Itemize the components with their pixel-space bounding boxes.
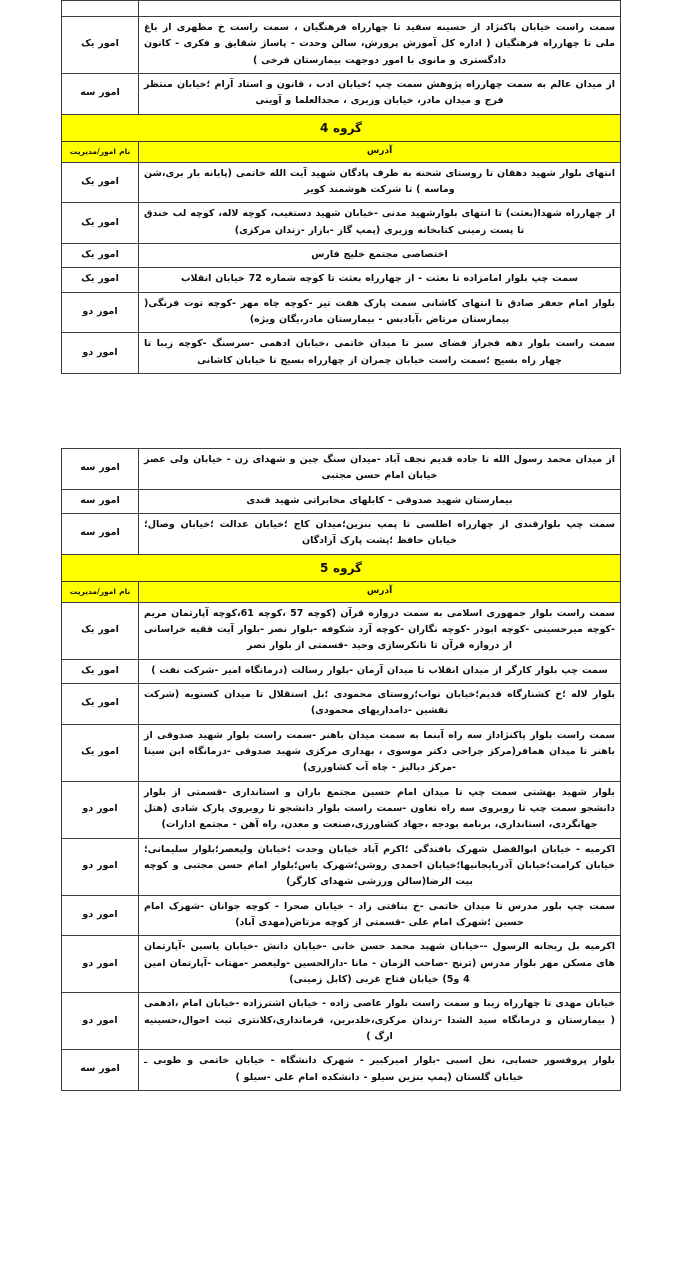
- address-cell: اکرمیه - خیابان ابوالفضل شهرک بافندگی ؛اکرم آباد خیابان وحدت ؛خیابان ولیعصر؛بلوار سلیمانی؛ خیابان کرامت؛خیابان آذربایجانیها؛خیابان احمدی روشن؛شهرک یاس؛بلوار امام حسن مجتبی و کوچه بیت الرضا(سالن ورزشی شهدای کارگر): [139, 838, 621, 895]
- address-cell: از میدان عالم به سمت چهارراه پژوهش سمت چپ ؛خیابان ادب ، قانون و استاد آرام ؛خیابان منتظر فرج و میدان مادر، خیابان وزیری ، مجدالعلما و آوینی: [139, 73, 621, 114]
- address-cell: خیابان مهدی تا چهارراه زیبا و سمت راست بلوار عاصی زاده - خیابان اشترزاده -خیابان امام ،ادهمی ( بیمارستان و درمانگاه سید الشدا -زندان مرکزی،خلدبرین، فرمانداری،کلانتری ثبت احوال،حسینیه ارگ ): [139, 993, 621, 1050]
- address-cell: سمت چپ بلوار کارگر از میدان انقلاب تا میدان آرمان -بلوار رسالت (درمانگاه امیر -شرکت نفت ): [139, 659, 621, 683]
- dept-cell: امور دو: [62, 895, 139, 936]
- address-cell: سمت راست بلوار پاکنژاداز سه راه آبنما به سمت میدان باهنر -سمت راست بلوار شهید صدوقی از باهنر تا میدان همافر(مرکز جراحی دکتر موسوی ، بهداری مرکزی شهید صدوقی -درمانگاه ابن سینا -مرکز دیالیز - چاه آب کشاورزی): [139, 724, 621, 781]
- dept-cell: امور یک: [62, 684, 139, 725]
- address-cell: بلوار شهید بهشتی سمت چپ تا میدان امام حسین مجتمع باران و استانداری -قسمتی از بلوار دانشجو سمت چپ تا روبروی سه راه تعاون -سمت راست بلوار دانشجو تا روبروی پارک شادی (هتل جهانگردی، استانداری، برنامه بودجه ،جهاد کشاورزی،صنعت و معدن، راه آهن - مجتمع ادارات): [139, 781, 621, 838]
- table-row: [62, 73, 621, 114]
- address-table-top: [61, 0, 621, 374]
- page-break-gap: [0, 374, 682, 448]
- dept-cell: امور دو: [62, 936, 139, 993]
- dept-cell: امور یک: [62, 17, 139, 74]
- dept-cell: امور یک: [62, 244, 139, 268]
- table-block-bottom: [61, 448, 621, 1091]
- dept-cell: امور دو: [62, 993, 139, 1050]
- dept-column-header: نام امور/مدیریت: [62, 142, 139, 162]
- dept-cell: امور یک: [62, 602, 139, 659]
- address-table-bottom: [61, 448, 621, 1091]
- address-cell: سمت راست بلوار جمهوری اسلامی به سمت دروازه قرآن (کوچه 57 ،کوچه 61،کوچه آپارتمان مریم -کوچه میرحسینی -کوچه ابوذر -کوچه نگاران -کوچه آرد شکوفه -بلوار نصر -بلوار آیت فقیه خراسانی از دروازه قرآن تا تانکرسازی وحید -قسمتی از بلوار نصر: [139, 602, 621, 659]
- table-row: [62, 724, 621, 781]
- dept-cell: امور دو: [62, 781, 139, 838]
- dept-cell: امور یک: [62, 203, 139, 244]
- dept-cell: امور سه: [62, 514, 139, 555]
- address-cell: انتهای بلوار شهید دهقان تا روستای شحنه به طرف پادگان شهید آیت الله خاتمی (پایانه بار بری،شن وماسه ) تا شرکت هوشمند کویر: [139, 162, 621, 203]
- table-row: [62, 659, 621, 683]
- table-body-bottom: [62, 449, 621, 1091]
- table-row-stub: [62, 1, 621, 17]
- address-cell: سمت چپ بلوارقندی از چهارراه اطلسی تا پمپ بنزین؛میدان کاج ؛خیابان عدالت ؛خیابان وصال؛خیابان حافظ ؛پشت پارک آزادگان: [139, 514, 621, 555]
- table-row: [62, 838, 621, 895]
- table-row: [62, 268, 621, 292]
- address-column-header: آدرس: [139, 142, 621, 162]
- address-column-header: آدرس: [139, 582, 621, 602]
- address-cell: بیمارستان شهید صدوقی - کابلهای مخابراتی شهید قندی: [139, 489, 621, 513]
- table-row: [62, 333, 621, 374]
- table-body-top: [62, 1, 621, 374]
- address-cell: سمت چپ بلور مدرس تا میدان خاتمی -خ بنافتی زاد - خیابان صحرا - کوچه جوانان -شهرک امام حسین ؛شهرک امام علی -قسمتی از کوچه مرتاض(مهدی آباد): [139, 895, 621, 936]
- group-title-row-5: [62, 554, 621, 582]
- table-row: [62, 514, 621, 555]
- group-title-cell: گروه 4: [62, 114, 621, 142]
- dept-cell: امور سه: [62, 73, 139, 114]
- stub-dept-cell: [62, 1, 139, 17]
- group-title-cell: گروه 5: [62, 554, 621, 582]
- table-row: [62, 489, 621, 513]
- dept-column-header: نام امور/مدیریت: [62, 582, 139, 602]
- address-cell: بلوار امام جعفر صادق تا انتهای کاشانی سمت پارک هفت تیر -کوچه چاه مهر -کوچه توت فرنگی( بیمارستان مرتاض ،آبادیس - بیمارستان مادر،یگان ویژه): [139, 292, 621, 333]
- table-row: [62, 895, 621, 936]
- table-block-top: [61, 0, 621, 374]
- table-row: [62, 203, 621, 244]
- dept-cell: امور دو: [62, 333, 139, 374]
- table-row: [62, 781, 621, 838]
- address-cell: بلوار لاله ؛خ کشنارگاه قدیم؛خیابان نواب؛روستای محمودی ؛بل استقلال تا میدان کسنویه (شرکت نقشین -دامداریهای محمودی): [139, 684, 621, 725]
- address-cell: سمت راست خیابان پاکنژاد از حسینه سفید تا چهارراه فرهنگیان ، سمت راست خ مطهری از باغ ملی تا چهارراه فرهنگیان ( اداره کل آموزش پرورش، سالن وحدت - پاساژ شقایق و فکری - کانون دادگستری و مانوی با امور دوجهت بیمارستان فرخی ): [139, 17, 621, 74]
- address-cell: اکرمیه بل ریحانه الرسول --خیابان شهید محمد حسن خانی -خیابان دانش -خیابان یاسین -آپارتمان های مسکن مهر بلوار مدرس (ترنج -صاحب الزمان - مانا -دارالحسین -ولیعصر -مهتاب -آپارتمان امین 4 و5) خیابان فتاح غربی (کابل زمینی): [139, 936, 621, 993]
- table-row: [62, 162, 621, 203]
- address-cell: از چهارراه شهدا(بعثت) تا انتهای بلوارشهید مدنی -خیابان شهید دستغیب، کوچه لاله، کوچه لب خندق تا پست زمینی کتابخانه وزیری (پمپ گاز -بازار -زندان مرکزی): [139, 203, 621, 244]
- dept-cell: امور یک: [62, 724, 139, 781]
- address-cell: اختصاصی مجتمع خلیج فارس: [139, 244, 621, 268]
- address-cell: بلوار پروفسور حسابی، نعل اسبی -بلوار امیرکبیر - شهرک دانشگاه - خیابان خاتمی و طوبی ـ خیابان گلستان (پمپ بنزین سیلو - دانشکده امام علی -سیلو ): [139, 1050, 621, 1091]
- column-header-row: [62, 142, 621, 162]
- address-cell: سمت چپ بلوار امامزاده تا بعثت - از چهارراه بعثت تا کوچه شماره 72 خیابان انقلاب: [139, 268, 621, 292]
- column-header-row: [62, 582, 621, 602]
- table-row: [62, 1050, 621, 1091]
- dept-cell: امور یک: [62, 659, 139, 683]
- dept-cell: امور دو: [62, 838, 139, 895]
- dept-cell: امور سه: [62, 449, 139, 490]
- table-row: [62, 936, 621, 993]
- dept-cell: امور دو: [62, 292, 139, 333]
- dept-cell: امور سه: [62, 489, 139, 513]
- table-row: [62, 993, 621, 1050]
- address-cell: از میدان محمد رسول الله تا جاده قدیم نجف آباد -میدان سنگ چین و شهدای زن - خیابان ولی عصر خیابان امام حسن مجتبی: [139, 449, 621, 490]
- table-row: [62, 244, 621, 268]
- dept-cell: امور سه: [62, 1050, 139, 1091]
- table-row: [62, 602, 621, 659]
- dept-cell: امور یک: [62, 162, 139, 203]
- dept-cell: امور یک: [62, 268, 139, 292]
- stub-address-cell: [139, 1, 621, 17]
- table-row: [62, 17, 621, 74]
- table-row: [62, 684, 621, 725]
- table-row: [62, 449, 621, 490]
- group-title-row-4: [62, 114, 621, 142]
- table-row: [62, 292, 621, 333]
- address-cell: سمت راست بلوار دهه فجراز فضای سبز تا میدان خاتمی ،خیابان ادهمی -سرسنگ -کوچه زیبا تا چهار راه بسیج ؛سمت راست خیابان چمران از چهارراه بسیج تا خیابان کاشانی: [139, 333, 621, 374]
